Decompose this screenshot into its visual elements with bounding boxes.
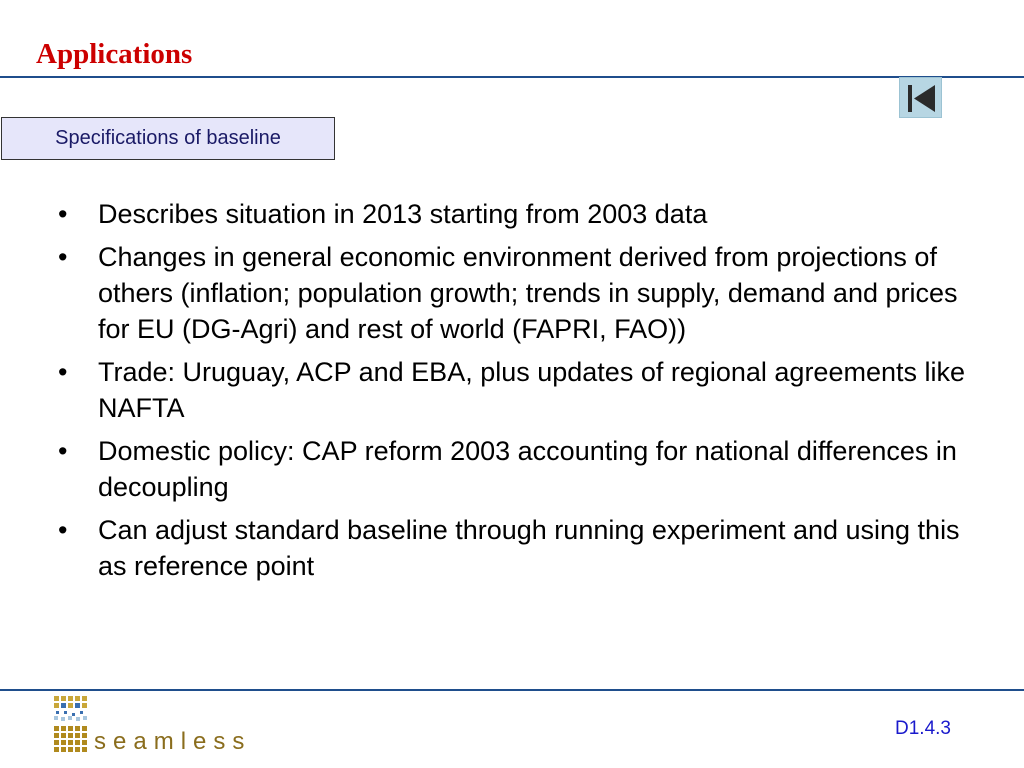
- bullet-symbol: •: [58, 242, 68, 272]
- logo-wordmark: seamless: [94, 728, 252, 755]
- first-slide-button[interactable]: [899, 77, 942, 118]
- bullet-symbol: •: [58, 357, 68, 387]
- title-divider: [0, 76, 1024, 78]
- section-label-text: Specifications of baseline: [55, 127, 281, 149]
- bullet-text: Trade: Uruguay, ACP and EBA, plus updates of regional agreements like NAFTA: [98, 357, 966, 423]
- bullet-text: Can adjust standard baseline through running experiment and using this as reference point: [98, 515, 960, 581]
- bullet-item: [58, 196, 968, 232]
- bullet-item: [58, 239, 968, 347]
- bullet-text: Describes situation in 2013 starting from 2003 data: [98, 199, 708, 229]
- slide-title: Applications: [36, 38, 193, 70]
- bullet-list: [58, 196, 968, 591]
- bullet-item: [58, 512, 968, 584]
- bullet-text: Domestic policy: CAP reform 2003 accounting for national differences in decoupling: [98, 436, 957, 502]
- bullet-symbol: •: [58, 515, 68, 545]
- bullet-symbol: •: [58, 436, 68, 466]
- bullet-item: [58, 433, 968, 505]
- logo-grid-icon: [52, 694, 92, 754]
- bullet-text: Changes in general economic environment derived from projections of others (inflation; population growth; trends in supply, demand and prices for EU (DG-Agri) and rest of world (FAPRI, FAO)): [98, 242, 958, 344]
- section-label: [1, 117, 335, 160]
- footer-divider: [0, 689, 1024, 691]
- bullet-item: [58, 354, 968, 426]
- bullet-symbol: •: [58, 199, 68, 229]
- skip-to-first-icon: [900, 78, 943, 119]
- document-id: D1.4.3: [895, 718, 951, 739]
- seamless-logo: [52, 694, 262, 758]
